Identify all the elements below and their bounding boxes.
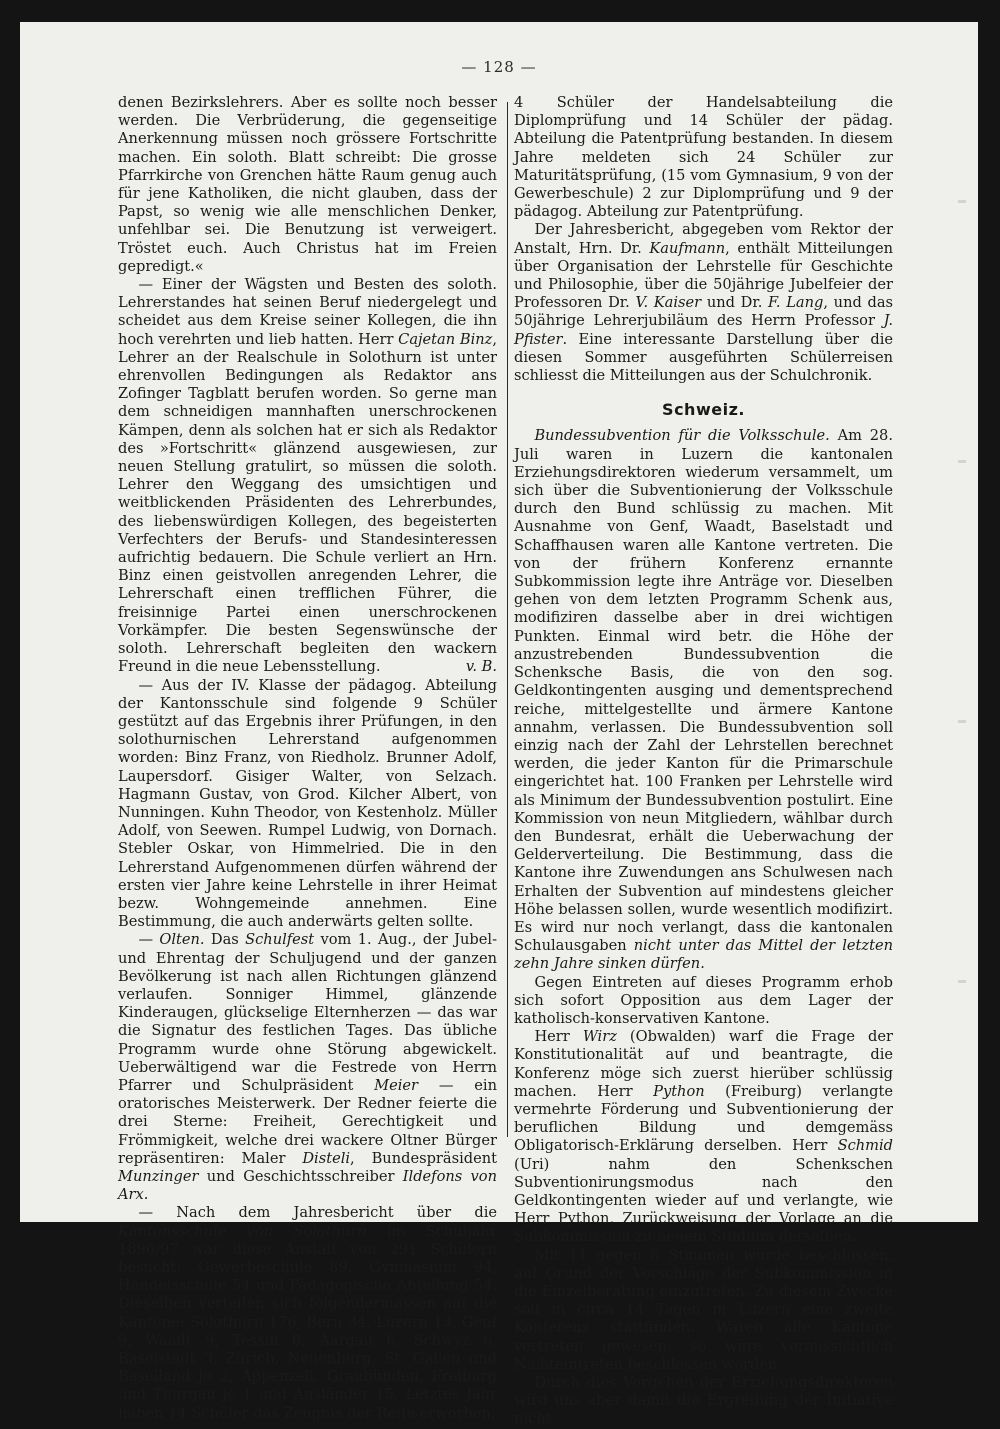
column-divider <box>507 102 508 1137</box>
person-meier: Meier <box>374 1076 419 1094</box>
article-title: Bundessubvention für die Volksschule. <box>534 427 830 445</box>
left-paragraph-3: — Aus der IV. Klasse der pädagog. Abteilung der Kantonsschule sind folgende 9 Schüler gestützt auf das Ergebnis ihrer Prüfungen, in den solothurnischen Lehrerstand aufgenommen worden: Binz Franz, von Riedholz. Brunner Adolf, Laupersdorf. Gisiger Walter, von Selzach. Hagmann Gustav, von Grod. Kilcher Albert, von Nunningen. Kuhn Theodor, von Kestenholz. Müller Adolf, von Seewen. Rumpel Ludwig, von Dornach. Stebler Oskar, von Himmelried. Die in den Lehrerstand Aufgenommenen dürfen während der ersten vier Jahre keine Lehrstelle in ihrer Heimat bezw. Wohngemeinde annehmen. Eine Bestimmung, die auch anderwärts gelten sollte. <box>118 676 497 931</box>
right-paragraph-7: Durch dies Vorgehen der Erziehungsdirektoren wird uns aber damit die Ergreifung der Initiative nicht <box>514 1374 893 1428</box>
person-python: Python <box>653 1082 705 1100</box>
left-column <box>118 94 497 1423</box>
left-paragraph-2: — Einer der Wägsten und Besten des soloth. Lehrerstandes hat seinen Beruf niedergelegt und scheidet aus dem Kreise seiner Kollegen, die ihn hoch verehrten und lieb hatten. Herr Cajetan Binz, Lehrer an der Realschule in Solothurn ist unter ehrenvollen Bedingungen als Redaktor ans Zofinger Tagblatt berufen worden. So gerne man dem schneidigen mannhaften unerschrockenen Kämpen, denn als solchen hat er sich als Redaktor des »Fortschritt« glänzend ausgewiesen, zur neuen Stellung gratulirt, so müssen die soloth. Lehrer den Weggang des umsichtigen und weitblickenden Präsidenten des Lehrerbundes, des liebenswürdigen Kollegen, des begeisterten Verfechters der Berufs- und Standesinteressen aufrichtig bedauern. Die Schule verliert an Hrn. Binz einen geistvollen anregenden Lehrer, die Lehrerschaft einen trefflichen Führer, die freisinnige Partei einen unerschrockenen Vorkämpfer. Die besten Segenswünsche der soloth. Lehrerschaft begleiten den wackern Freund in die neue Lebensstellung. v. B. <box>118 276 497 676</box>
school-name: Kantonsschule von Solothurn <box>118 1222 367 1240</box>
left-paragraph-4: — Olten. Das Schulfest vom 1. Aug., der Jubel- und Ehrentag der Schuljugend und der ganzen Bevölkerung ist nach allen Richtungen glänzend verlaufen. Sonniger Himmel, glänzende Kinderaugen, glückselige Elternherzen — das war die Signatur des festlichen Tages. Das übliche Programm wurde ohne Störung abgewickelt. Ueberwältigend war die Festrede von Herrn Pfarrer und Schulpräsident Meier — ein oratorisches Meisterwerk. Der Redner feierte die drei Sterne: Freiheit, Gerechtigkeit und Frömmigkeit, welche drei wackere Oltner Bürger repräsentiren: Maler Disteli, Bundespräsident Munzinger und Geschichtsschreiber Ildefons von Arx. <box>118 931 497 1204</box>
person-kaiser: V. Kaiser <box>635 294 702 312</box>
right-column <box>514 94 893 1429</box>
person-munzinger: Munzinger <box>118 1167 199 1185</box>
scan-edge-artifacts <box>958 80 966 1080</box>
term-schulfest: Schulfest <box>245 931 315 949</box>
right-paragraph-2: Der Jahresbericht, abgegeben vom Rektor der Anstalt, Hrn. Dr. Kaufmann, enthält Mitteilungen über Organisation der Lehrstelle für Geschichte und Philosophie, über die 50jährige Jubelfeier der Professoren Dr. V. Kaiser und Dr. F. Lang, und das 50jährige Lehrerjubiläum des Herrn Professor J. Pfister. Eine interessante Darstellung über die diesen Sommer ausgeführten Schülerreisen schliesst die Mitteilungen aus der Schulchronik. <box>514 221 894 385</box>
person-schmid: Schmid <box>837 1137 893 1155</box>
left-paragraph-5: — Nach dem Jahresbericht über die Kantonsschule von Solothurn im Schuljahr 1896/97 war diese Anstalt von 291 Schülern besucht: Gewerbeschule 89, Gymnasium 94, Handelsschule 54 und Pädagogische Abteilung 54. Dieselben verteilen sich folgendermassen auf die Kantone: Solothurn 176, Bern 34, Luzern 13, Genf 9, Waadt 9, Tessin 8, Aargau 6, Schwyz 6, Baselstadt 3, Zürich, Neuenburg, St. Gallen und Baselland je 2, Appenzell, Graubünden, Freiburg und Thurgau je 1 und Ausländer 15. Letztes Jahr haben 14 Schüler das Zeugnis der Reife erworben, <box>118 1204 497 1422</box>
right-paragraph-6: Mit 11 gegen 8 Stimmen wurde beschlossen, auf Grund der Vorschläge der Subkommission in die Einzelberatung einzutreten. Zu diesem Zwecke soll in circa 14 Tagen in Luzern eine zweite Konferenz stattfinden. Wären alle Kantone vertreten gewesen, so wäre voraussichtlich Nichteintreten beschlossen worden. <box>514 1246 893 1373</box>
person-disteli: Disteli <box>302 1149 351 1167</box>
right-paragraph-3: Bundessubvention für die Volksschule. Am 28. Juli waren in Luzern die kantonalen Erziehungsdirektoren wiederum versammelt, um sich über die Subventionierung der Volksschule durch den Bund schlüssig zu machen. Mit Ausnahme von Genf, Waadt, Baselstadt und Schaffhausen waren alle Kantone vertreten. Die von der frühern Konferenz ernannte Subkommission legte ihre Anträge vor. Dieselben gehen von dem letzten Programm Schenk aus, modifiziren dasselbe aber in drei wichtigen Punkten. Einmal wird betr. die Höhe der anzustrebenden Bundessubvention die Schenksche Basis, die von den sog. Geldkontingenten ausging und dementsprechend reiche, mittelgestellte und ärmere Kantone annahm, verlassen. Die Bundessubvention soll einzig nach der Zahl der Lehrstellen berechnet werden, die jeder Kanton für die Primarschule eingerichtet hat. 100 Franken per Lehrstelle wird als Minimum der Bundessubvention postulirt. Eine Kommission von neun Mitgliedern, wählbar durch den Bundesrat, erhält die Ueberwachung der Gelderverteilung. Die Bestimmung, dass die Kantone ihre Zuwendungen ans Schulwesen nach Erhalten der Subvention auf mindestens gleicher Höhe belassen sollen, wurde wesentlich modifizirt. Es wird nur noch verlangt, dass die kantonalen Schulausgaben nicht unter das Mittel der letzten zehn Jahre sinken dürfen. <box>514 427 893 973</box>
right-paragraph-4: Gegen Eintreten auf dieses Programm erhob sich sofort Opposition aus dem Lager der katholisch-konservativen Kantone. <box>514 973 893 1027</box>
person-von-arx: Ildefons von Arx. <box>118 1167 497 1204</box>
person-binz: Cajetan Binz <box>398 330 493 348</box>
person-pfister: J. Pfister <box>514 312 893 348</box>
right-paragraph-5: Herr Wirz (Obwalden) warf die Frage der Konstitutionalität auf und beantragte, die Konferenz möge sich zuerst hierüber schlüssig machen. Herr Python (Freiburg) verlangte vermehrte Förderung und Subventionierung der beruflichen Bildung und demgemäss Obligatorisch-Erklärung derselben. Herr Schmid (Uri) nahm den Schenkschen Subventionirungsmodus nach den Geldkontingenten wieder auf und verlangte, wie Herr Python, Zurückweisung der Vorlage an die Subkommission zu neuem Studium derselben. <box>514 1028 893 1246</box>
emphasis-text: nicht unter das Mittel der letzten zehn Jahre sinken dürfen. <box>514 937 893 973</box>
right-paragraph-1: 4 Schüler der Handelsabteilung die Diplomprüfung und 14 Schüler der pädag. Abteilung die Patentprüfung bestanden. In diesem Jahre meldeten sich 24 Schüler zur Maturitätsprüfung, (15 vom Gymnasium, 9 von der Gewerbeschule) 2 zur Diplomprüfung und 9 der pädagog. Abteilung zur Patentprüfung. <box>514 94 893 221</box>
section-heading-schweiz: Schweiz. <box>662 400 745 420</box>
page-number: — 128 — <box>461 58 537 76</box>
person-wirz: Wirz <box>582 1028 617 1046</box>
left-paragraph-1: denen Bezirkslehrers. Aber es sollte noch besser werden. Die Verbrüderung, die gegenseitige Anerkennung müssen noch grössere Fortschritte machen. Ein soloth. Blatt schreibt: Die grosse Pfarrkirche von Grenchen hätte Raum genug auch für jene Katholiken, die nicht glauben, dass der Papst, so wenig wie alle menschlichen Denker, unfehlbar sei. Die Benutzung ist verweigert. Tröstet euch. Auch Christus hat im Freien gepredigt.« <box>118 94 497 275</box>
person-kaufmann: Kaufmann <box>649 239 726 257</box>
scanned-page <box>20 22 978 1428</box>
author-signature: v. B. <box>465 658 497 676</box>
person-lang: F. Lang <box>768 294 824 312</box>
place-olten: Olten. <box>159 931 205 949</box>
